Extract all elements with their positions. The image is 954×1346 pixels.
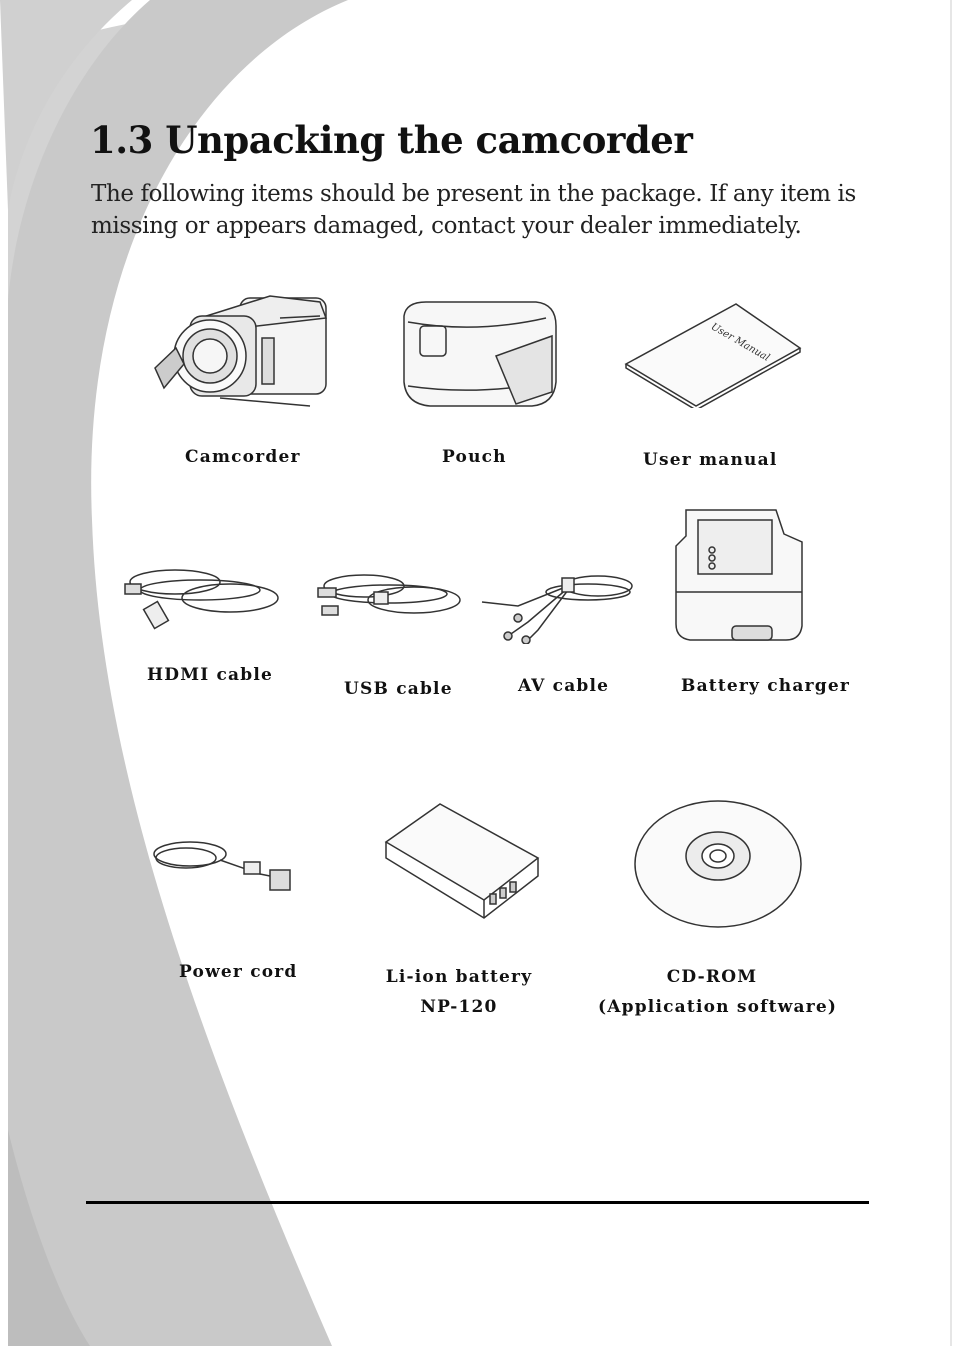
hdmi-cable-illustration <box>120 560 282 630</box>
camcorder-illustration <box>150 288 332 414</box>
pouch-illustration <box>396 296 560 414</box>
caption-hdmi-cable: HDMI cable <box>147 665 274 685</box>
caption-pouch: Pouch <box>442 447 507 467</box>
intro-line-1: The following items should be present in the package. If any item is <box>91 181 856 207</box>
battery-label-line-1: Li-ion battery <box>385 967 533 987</box>
intro-text <box>91 178 891 242</box>
caption-li-ion-battery <box>380 962 538 1022</box>
li-ion-battery-illustration <box>382 800 542 924</box>
cd-label-line-1: CD-ROM <box>666 967 758 987</box>
intro-line-2: missing or appears damaged, contact your dealer immediately. <box>91 213 802 239</box>
battery-charger-illustration <box>672 506 806 644</box>
page-edge <box>950 0 952 1346</box>
caption-camcorder: Camcorder <box>185 447 301 467</box>
caption-av-cable: AV cable <box>518 676 610 696</box>
usb-cable-illustration <box>314 566 464 626</box>
page-title: 1.3 Unpacking the camcorder <box>90 118 693 162</box>
power-cord-illustration <box>150 834 298 898</box>
user-manual-illustration <box>624 302 802 408</box>
caption-usb-cable: USB cable <box>344 679 453 699</box>
caption-battery-charger: Battery charger <box>681 676 850 696</box>
footer-rule <box>86 1201 869 1204</box>
cd-label-line-2: (Application software) <box>598 997 838 1017</box>
caption-power-cord: Power cord <box>179 962 298 982</box>
battery-label-line-2: NP-120 <box>420 997 498 1017</box>
cd-rom-illustration <box>632 798 804 930</box>
svg-text:User Manual: User Manual <box>708 321 772 364</box>
av-cable-illustration <box>478 566 642 644</box>
caption-cd-rom <box>598 962 838 1022</box>
caption-user-manual: User manual <box>643 450 778 470</box>
